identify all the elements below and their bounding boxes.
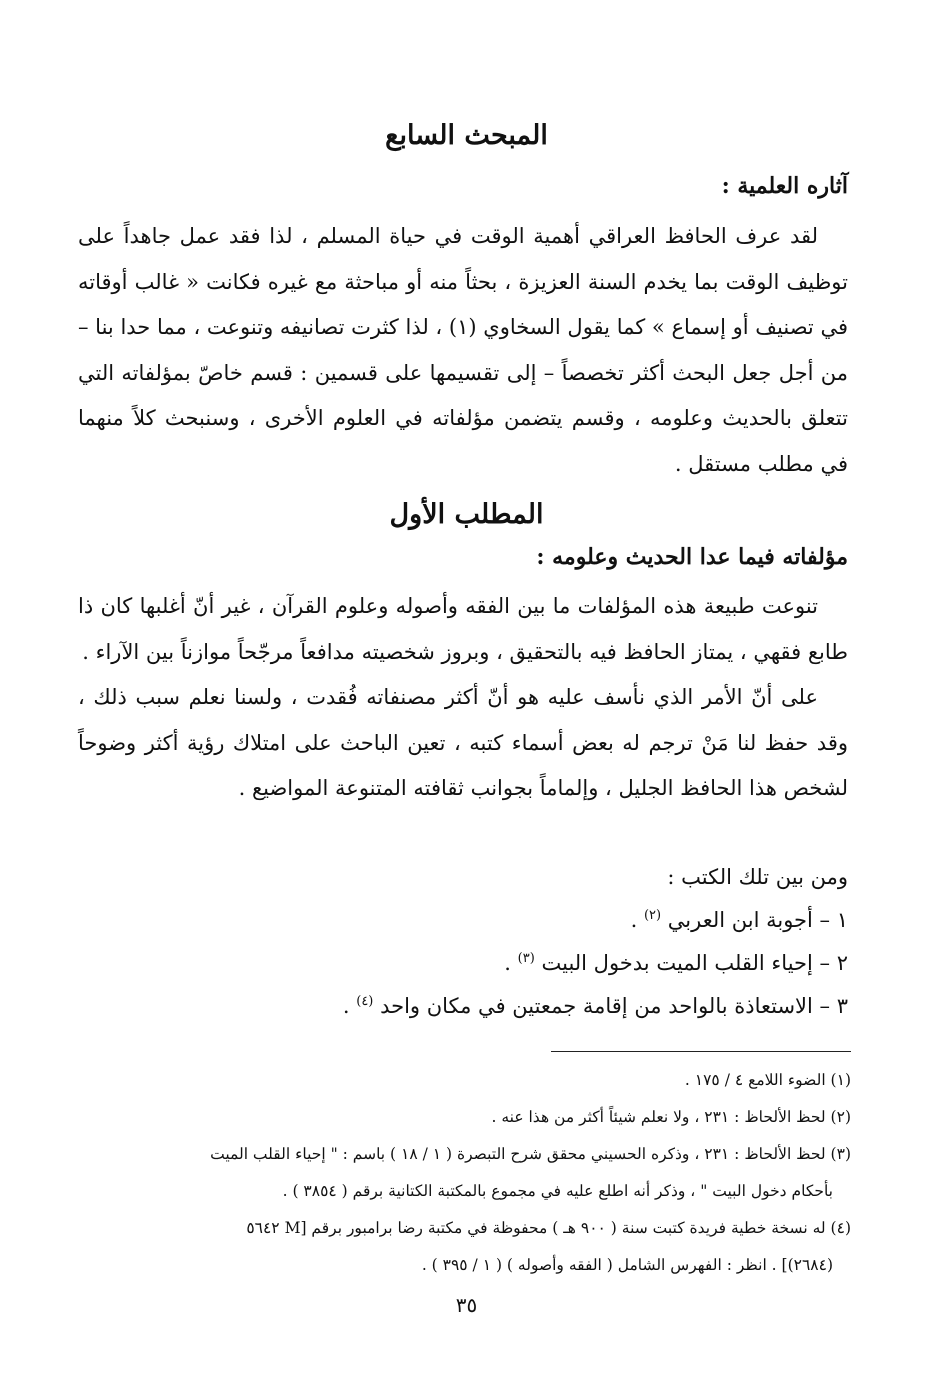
section-paragraph: لقد عرف الحافظ العراقي أهمية الوقت في حياة المسلم ، لذا فقد عمل جاهداً على توظيف الوقت بما يخدم السنة العزيزة ، بحثاً منه أو مباحثة مع غيره فكانت « غالب أوقاته في تصنيف أو إسماع » كما يقول السخاوي (١) ، لذا كثرت تصانيفه وتنوعت ، مما حدا بنا – من أجل جعل البحث أكثر تخصصاً – إلى تقسيمها على قسمين : قسم خاصّ بمؤلفاته التي تتعلق بالحديث وعلومه ، وقسم يتضمن مؤلفاته في العلوم الأخرى ، وسنبحث كلاً منهما في مطلب مستقل .	[78, 224, 848, 476]
books-list	[78, 856, 848, 1028]
book-title: ١ – أجوبة ابن العربي	[667, 908, 848, 932]
list-intro: ومن بين تلك الكتب :	[667, 865, 848, 889]
subsection-title: المطلب الأول	[389, 499, 544, 530]
subsection-heading: مؤلفاته فيما عدا الحديث وعلومه :	[536, 544, 848, 570]
list-item	[78, 899, 848, 942]
page-number: ٣٥	[455, 1293, 478, 1317]
subsection-body	[78, 584, 848, 812]
footnotes	[78, 1062, 851, 1284]
footnote-3-line-1: (٣) لحظ الألحاظ : ٢٣١ ، وذكره الحسيني محقق شرح التبصرة ( ١ / ١٨ ) باسم : " إحياء القلب الميت	[210, 1145, 851, 1163]
footnote-4-line-1: (٤) له نسخة خطية فريدة كتبت سنة ( ٩٠٠ هـ ) محفوظة في مكتبة رضا برامبور برقم [M ٥٦٤٢	[246, 1219, 851, 1237]
list-item	[78, 942, 848, 985]
footnote-ref: (٣)	[517, 951, 535, 966]
footnote-divider	[551, 1051, 851, 1052]
section-title: المبحث السابع	[385, 120, 548, 151]
section-body	[78, 214, 848, 487]
book-title: ٣ – الاستعاذة بالواحد من إقامة جمعتين في مكان واحد	[380, 994, 848, 1018]
footnote-ref: (٢)	[643, 908, 662, 923]
list-item	[78, 985, 848, 1028]
footnote-ref: (٤)	[356, 994, 374, 1009]
footnote-2: (٢) لحظ الألحاظ : ٢٣١ ، ولا نعلم شيئاً أكثر من هذا عنه .	[491, 1108, 851, 1126]
paragraph-2: على أنّ الأمر الذي نأسف عليه هو أنّ أكثر مصنفاته فُقدت ، ولسنا نعلم سبب ذلك ، وقد حفظ لنا مَنْ ترجم له بعض أسماء كتبه ، تعين الباحث على امتلاك رؤية أكثر وضوحاً لشخص هذا الحافظ الجليل ، وإلماماً بجوانب ثقافته المتنوعة المواضيع .	[78, 685, 848, 800]
section-heading: آثاره العلمية :	[721, 173, 848, 199]
item-end: .	[630, 908, 638, 932]
item-end: .	[504, 951, 511, 975]
footnote-1: (١) الضوء اللامع ٤ / ١٧٥ .	[684, 1071, 851, 1089]
paragraph-1: تنوعت طبيعة هذه المؤلفات ما بين الفقه وأصوله وعلوم القرآن ، غير أنّ أغلبها كان ذا طابع فقهي ، يمتاز الحافظ فيه بالتحقيق ، وبروز شخصيته مدافعاً مرجّحاً موازناً بين الآراء .	[78, 594, 848, 664]
footnote-3-line-2: بأحكام دخول البيت " ، وذكر أنه اطلع عليه في مجموع بالمكتبة الكتانية برقم ( ٣٨٥٤ ) .	[282, 1182, 833, 1200]
footnote-4-line-2: (٢٦٨٤)] . انظر : الفهرس الشامل ( الفقه وأصوله ) ( ١ / ٣٩٥ ) .	[421, 1256, 833, 1274]
book-title: ٢ – إحياء القلب الميت بدخول البيت	[541, 951, 848, 975]
item-end: .	[342, 994, 350, 1018]
